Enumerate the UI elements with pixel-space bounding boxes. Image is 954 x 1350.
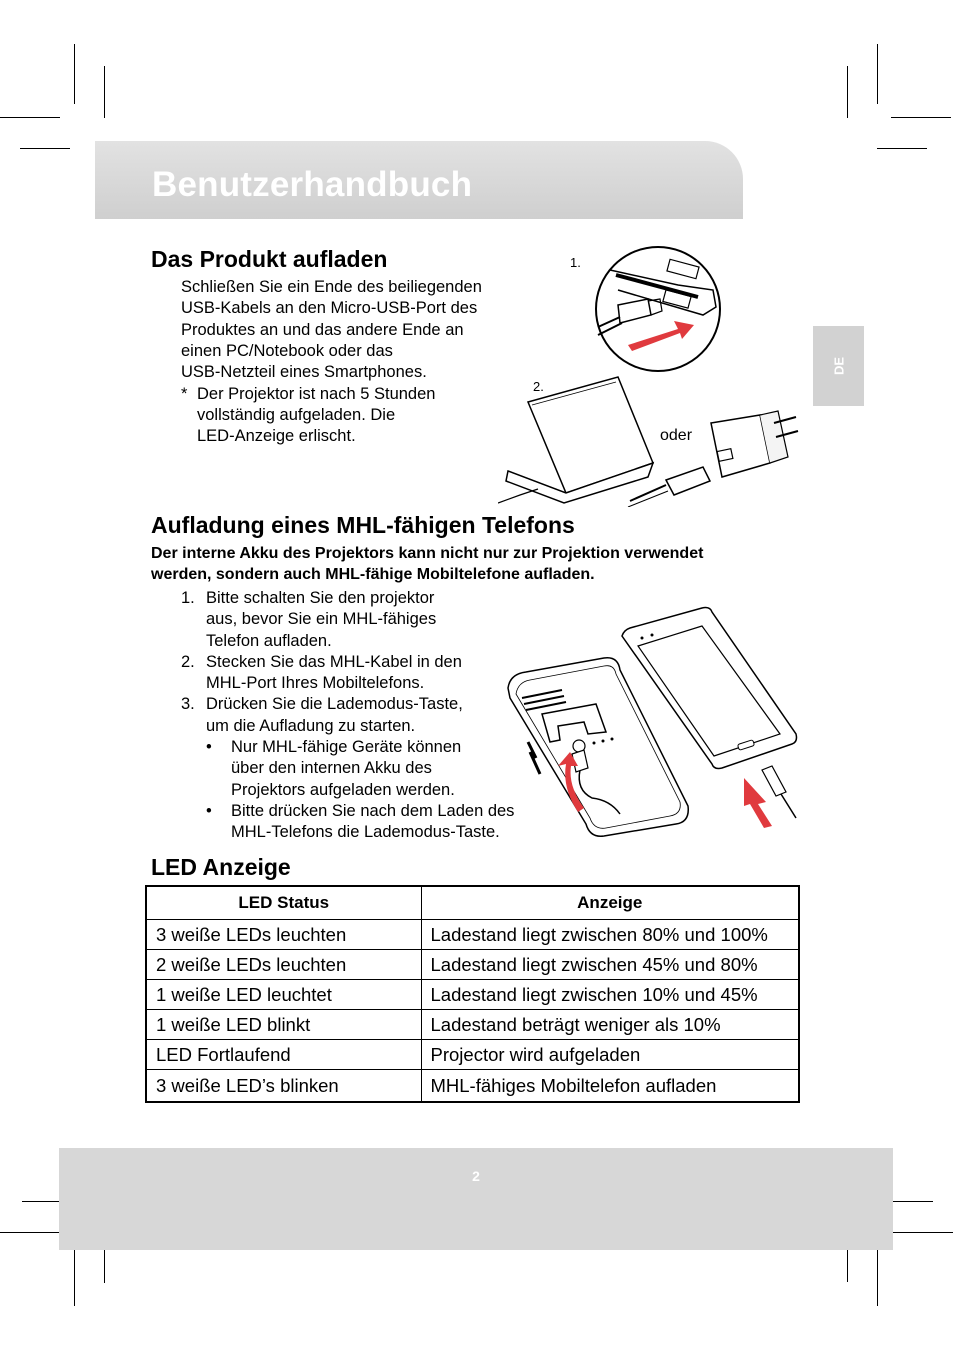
table-cell: MHL-fähiges Mobiltelefon aufladen: [421, 1070, 799, 1103]
list-item: [181, 652, 541, 695]
list-item: [181, 588, 541, 652]
text-line: LED-Anzeige erlischt.: [197, 427, 356, 446]
usb-charging-drawing: [498, 245, 804, 507]
table-cell: 3 weiße LED’s blinken: [146, 1070, 421, 1103]
mhl-charging-illustration: [500, 602, 805, 842]
laptop-drawing: [498, 377, 653, 503]
text-line: Produktes an und das andere Ende an: [181, 320, 464, 339]
table-header-row: [146, 886, 799, 920]
section-heading-mhl: Aufladung eines MHL-fähigen Telefons: [151, 512, 575, 538]
led-status-table: [145, 885, 800, 1103]
crop-mark: [847, 66, 848, 118]
text-line: MHL-Port Ihres Mobiltelefons.: [206, 674, 425, 693]
mhl-steps-list: [181, 588, 541, 844]
column-header: LED Status: [146, 886, 421, 920]
step-number: 2.: [181, 652, 195, 671]
section-heading-charge: Das Produkt aufladen: [151, 246, 388, 272]
table-row: [146, 920, 799, 950]
text-line: über den internen Akku des: [231, 759, 432, 778]
language-tab-label: DE: [831, 356, 846, 376]
text-line: Projektors aufgeladen werden.: [231, 780, 455, 799]
crop-mark: [877, 44, 878, 104]
table-row: [146, 1070, 799, 1103]
table-cell: 3 weiße LEDs leuchten: [146, 920, 421, 950]
table-row: [146, 980, 799, 1010]
usb-wall-adapter-drawing: [628, 411, 798, 507]
text-line: Der Projektor ist nach 5 Stunden: [197, 384, 436, 403]
table-cell: 2 weiße LEDs leuchten: [146, 950, 421, 980]
text-line: Telefon aufladen.: [206, 631, 332, 650]
text-line: USB-Kabels an den Micro-USB-Port des: [181, 299, 478, 318]
header-band: [95, 141, 743, 219]
crop-mark: [20, 148, 70, 149]
table-row: [146, 1010, 799, 1040]
section-heading-led: LED Anzeige: [151, 854, 291, 880]
note-asterisk: *: [181, 384, 188, 403]
footer-band: [59, 1148, 893, 1250]
list-item: [206, 737, 541, 801]
mhl-notes-list: [206, 737, 541, 843]
crop-mark: [877, 148, 927, 149]
step-number: 1.: [181, 589, 195, 607]
list-item: [181, 694, 541, 843]
crop-mark: [0, 1232, 60, 1233]
table-cell: LED Fortlaufend: [146, 1040, 421, 1070]
text-line: MHL-Telefons die Lademodus-Taste.: [231, 823, 500, 842]
table-cell: 1 weiße LED leuchtet: [146, 980, 421, 1010]
table-cell: Projector wird aufgeladen: [421, 1040, 799, 1070]
table-cell: Ladestand beträgt weniger als 10%: [421, 1010, 799, 1040]
micro-usb-zoom-circle: [596, 247, 720, 371]
charge-note: [181, 384, 511, 448]
table-cell: 1 weiße LED blinkt: [146, 1010, 421, 1040]
table-cell: Ladestand liegt zwischen 80% und 100%: [421, 920, 799, 950]
bullet-glyph: •: [206, 801, 212, 820]
page-number: 2: [472, 1168, 480, 1184]
crop-mark: [893, 1232, 953, 1233]
crop-mark: [0, 117, 60, 118]
table-cell: Ladestand liegt zwischen 10% und 45%: [421, 980, 799, 1010]
list-item: [206, 801, 541, 844]
crop-mark: [891, 117, 951, 118]
text-line: aus, bevor Sie ein MHL-fähiges: [206, 610, 437, 629]
figure-step-2-label: 2.: [533, 379, 544, 394]
crop-mark: [74, 44, 75, 104]
mhl-intro: [151, 543, 791, 585]
page-title: Benutzerhandbuch: [152, 165, 473, 204]
text-line: einen PC/Notebook oder das: [181, 341, 393, 360]
step-number: 3.: [181, 695, 195, 714]
charging-illustration: [498, 245, 804, 507]
charge-instructions: [181, 277, 511, 383]
text-line: vollständig aufgeladen. Die: [197, 405, 396, 424]
text-line: Drücken Sie die Lademodus-Taste,: [206, 695, 463, 714]
text-line: werden, sondern auch MHL-fähige Mobiltelefone aufladen.: [151, 566, 595, 583]
text-line: USB-Netzteil eines Smartphones.: [181, 363, 427, 382]
table-row: [146, 950, 799, 980]
table-row: [146, 1040, 799, 1070]
figure-step-1-label: 1.: [570, 255, 581, 270]
language-tab: [813, 326, 864, 406]
table-cell: Ladestand liegt zwischen 45% und 80%: [421, 950, 799, 980]
crop-mark: [104, 66, 105, 118]
figure-or-label: oder: [660, 427, 693, 444]
bullet-glyph: •: [206, 738, 212, 757]
text-line: Bitte drücken Sie nach dem Laden des: [231, 801, 515, 820]
text-line: Der interne Akku des Projektors kann nicht nur zur Projektion verwendet: [151, 545, 704, 562]
text-line: Schließen Sie ein Ende des beiliegenden: [181, 278, 482, 296]
text-line: Stecken Sie das MHL-Kabel in den: [206, 652, 462, 671]
text-line: Bitte schalten Sie den projektor: [206, 589, 435, 607]
column-header: Anzeige: [421, 886, 799, 920]
text-line: Nur MHL-fähige Geräte können: [231, 738, 462, 757]
text-line: um die Aufladung zu starten.: [206, 716, 416, 735]
